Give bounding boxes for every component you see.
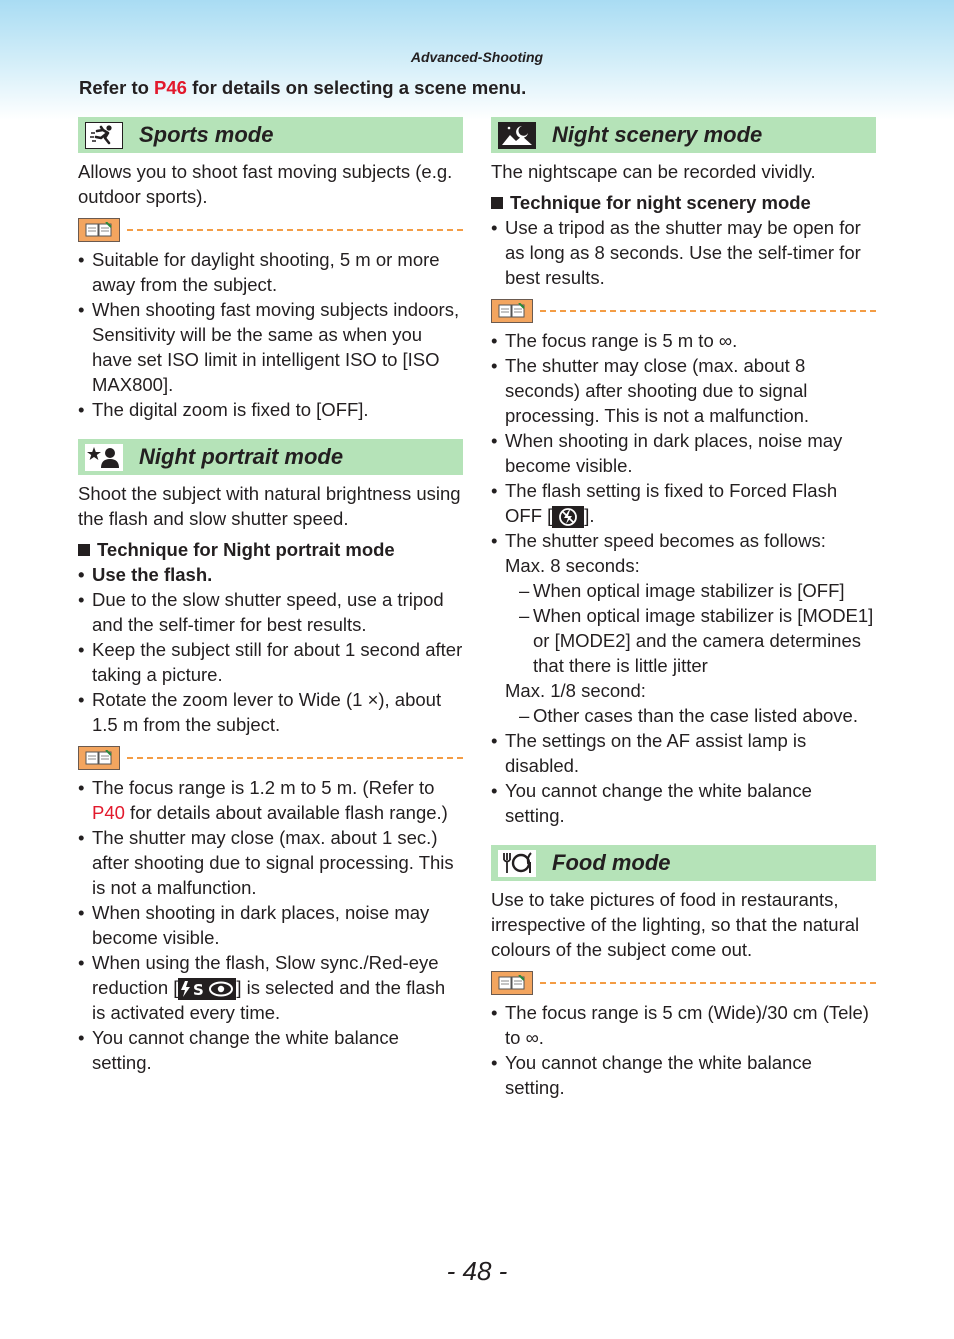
list-item: • The digital zoom is fixed to [OFF]. [78, 397, 463, 422]
list-item: • When shooting in dark places, noise may become visible. [491, 428, 876, 478]
night-portrait-notes-list [78, 775, 463, 1075]
dash-item: – When optical image stabilizer is [OFF] [519, 580, 845, 601]
flash-off-icon [552, 506, 584, 528]
night-portrait-description: Shoot the subject with natural brightness using the flash and slow shutter speed. [78, 483, 461, 529]
list-item: • Use the flash. [78, 562, 463, 587]
sports-mode-title: Sports mode [139, 122, 274, 147]
night-portrait-note-divider [78, 745, 463, 771]
food-mode-header [491, 845, 876, 881]
list-item: • When shooting fast moving subjects indoors, Sensitivity will be the same as when you have set ISO limit in intelligent ISO to [ISO MAX800]. [78, 297, 463, 397]
list-item: • When using the flash, Slow sync./Red-eye reduction [ S ] is selected and the flash is activated every time. [78, 950, 463, 1025]
dash-item: – Other cases than the case listed above. [519, 705, 858, 726]
square-bullet-icon [78, 544, 90, 556]
food-mode-description: Use to take pictures of food in restaurants, irrespective of the lighting, so that the natural colours of the subject come out. [491, 889, 860, 960]
night-portrait-technique-heading: Technique for Night portrait mode [78, 537, 463, 562]
list-item: • Due to the slow shutter speed, use a tripod and the self-timer for best results. [78, 587, 463, 637]
slow-sync-red-eye-icon [178, 978, 236, 1000]
list-item: • Keep the subject still for about 1 second after taking a picture. [78, 637, 463, 687]
section-label: Advanced-Shooting [410, 49, 544, 65]
list-item: • When shooting in dark places, noise may become visible. [78, 900, 463, 950]
page-number: - 48 - [446, 1256, 508, 1286]
note-book-icon [78, 218, 120, 242]
list-item: • The shutter speed becomes as follows: Max. 8 seconds: – When optical image stabilizer is [OFF] – When optical image stabilizer is [MODE1] or [MODE2] and the camera determines that there is little jitter Max. 1/8 second: – Other cases than the case listed above. [491, 528, 876, 728]
list-item: • Rotate the zoom lever to Wide (1 ×), about 1.5 m from the subject. [78, 687, 463, 737]
night-scenery-notes-list [491, 328, 876, 828]
note-book-icon [78, 746, 120, 770]
night-scenery-mode-title: Night scenery mode [552, 122, 763, 147]
night-portrait-mode-header [78, 439, 463, 475]
list-item: • You cannot change the white balance setting. [491, 1050, 876, 1100]
night-scenery-technique-list [491, 215, 876, 290]
night-portrait-technique-list [78, 562, 463, 737]
list-item: • The shutter may close (max. about 8 seconds) after shooting due to signal processing. This is not a malfunction. [491, 353, 876, 428]
list-item: • Suitable for daylight shooting, 5 m or more away from the subject. [78, 247, 463, 297]
dashed-divider [540, 310, 876, 312]
sports-mode-description: Allows you to shoot fast moving subjects (e.g. outdoor sports). [78, 161, 453, 207]
dashed-divider [127, 229, 463, 231]
list-item: • The flash setting is fixed to Forced Flash OFF [ ]. [491, 478, 876, 528]
square-bullet-icon [491, 197, 503, 209]
food-notes-list [491, 1000, 876, 1100]
list-item: • The shutter may close (max. about 1 sec.) after shooting due to signal processing. This is not a malfunction. [78, 825, 463, 900]
list-item: • Use a tripod as the shutter may be open for as long as 8 seconds. Use the self-timer for best results. [491, 215, 876, 290]
night-scenery-description: The nightscape can be recorded vividly. [491, 161, 816, 182]
list-item: • The settings on the AF assist lamp is disabled. [491, 728, 876, 778]
food-mode-title: Food mode [552, 850, 671, 875]
list-item: • You cannot change the white balance setting. [78, 1025, 463, 1075]
note-book-icon [491, 299, 533, 323]
refer-line: Refer to P46 for details on selecting a scene menu. [79, 77, 527, 98]
list-item: • You cannot change the white balance setting. [491, 778, 876, 828]
fork-knife-icon [498, 850, 536, 877]
dashed-divider [127, 757, 463, 759]
sports-mode-header [78, 117, 463, 153]
refer-link-p46[interactable]: P46 [154, 77, 187, 98]
dash-item: – When optical image stabilizer is [MODE1] or [MODE2] and the camera determines that there is little jitter [519, 605, 874, 676]
night-scenery-icon [498, 122, 536, 149]
night-portrait-mode-title: Night portrait mode [139, 444, 344, 469]
food-note-divider [491, 970, 876, 996]
refer-link-p40[interactable]: P40 [92, 802, 125, 823]
right-column [491, 117, 876, 1100]
sports-note-divider [78, 217, 463, 243]
list-item: • The focus range is 5 cm (Wide)/30 cm (Tele) to ∞. [491, 1000, 876, 1050]
list-item: • The focus range is 5 m to ∞. [491, 328, 876, 353]
left-column [78, 117, 463, 1075]
night-scenery-note-divider [491, 298, 876, 324]
running-person-icon [85, 122, 123, 149]
night-scenery-mode-header [491, 117, 876, 153]
star-person-icon [85, 444, 123, 471]
dashed-divider [540, 982, 876, 984]
sports-notes-list [78, 247, 463, 422]
list-item: • The focus range is 1.2 m to 5 m. (Refer to P40 for details about available flash range.) [78, 775, 463, 825]
night-scenery-technique-heading: Technique for night scenery mode [491, 190, 876, 215]
note-book-icon [491, 971, 533, 995]
svg-text:S: S [193, 981, 205, 999]
